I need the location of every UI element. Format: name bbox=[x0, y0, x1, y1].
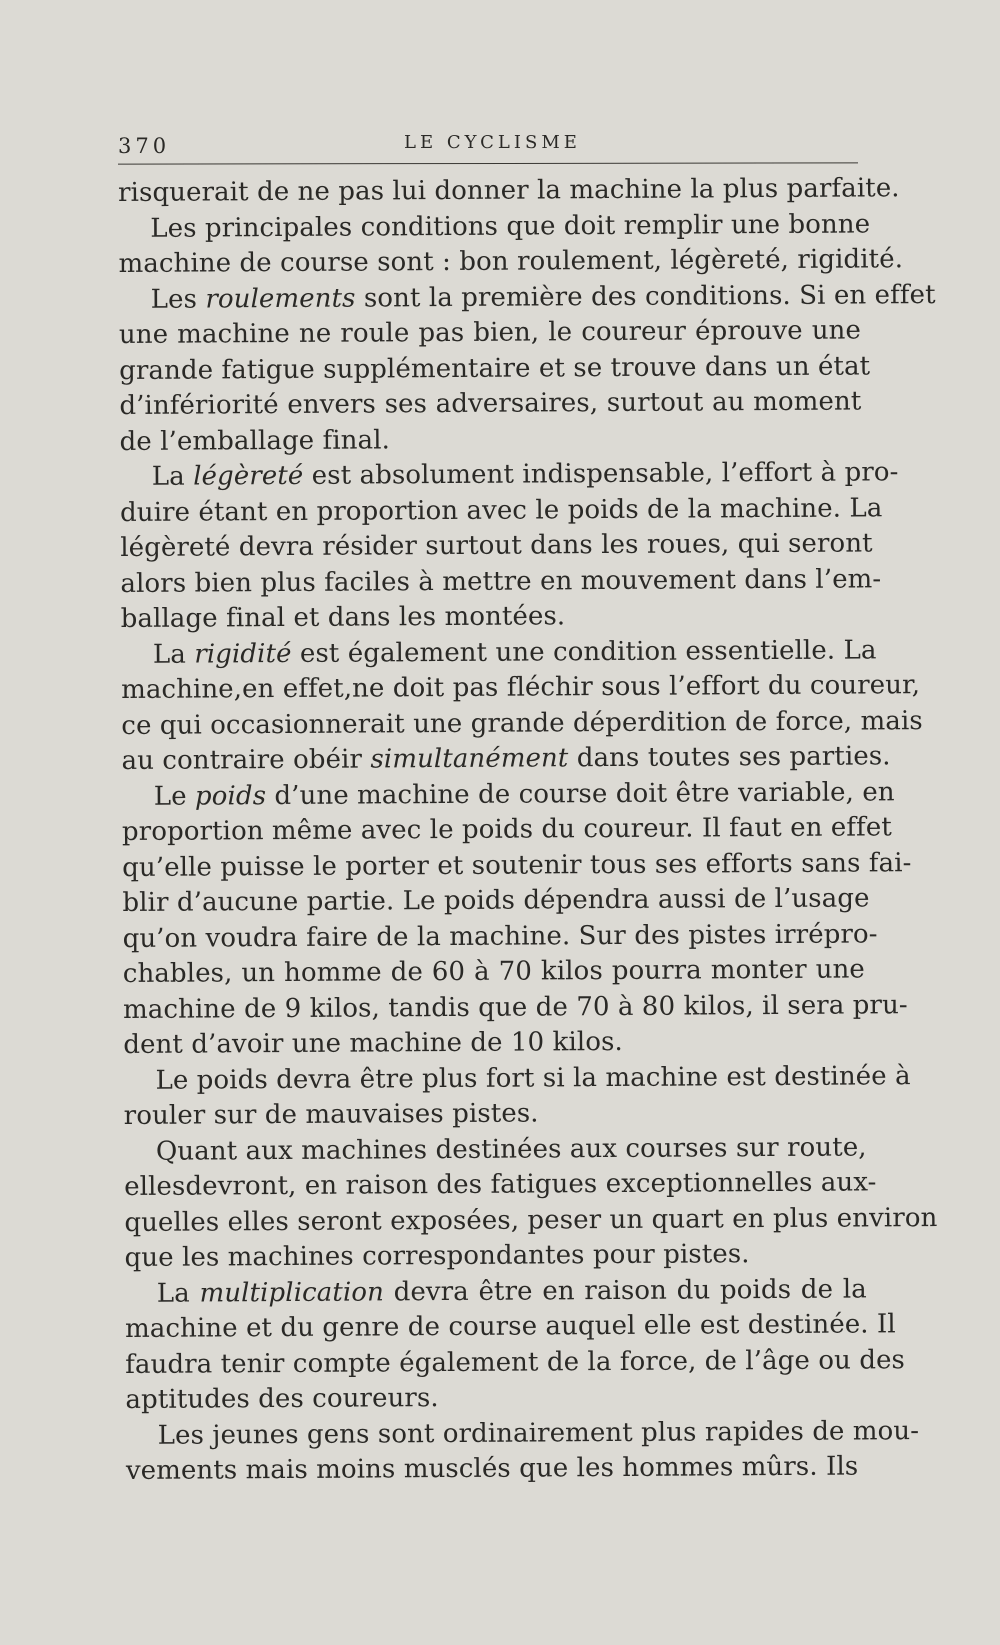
text-run: machine de course sont : bon roulement, légèreté, rigidité. bbox=[118, 244, 904, 279]
text-line bbox=[123, 1023, 865, 1063]
text-line bbox=[118, 207, 871, 247]
text-run: ellesdevront, en raison des fatigues exceptionnelles aux- bbox=[124, 1167, 877, 1202]
page-header bbox=[118, 132, 858, 162]
text-line bbox=[122, 988, 908, 1028]
text-run: vements mais moins musclés que les hommes mûrs. Ils bbox=[125, 1451, 859, 1486]
text-line bbox=[122, 881, 870, 921]
text-line bbox=[118, 242, 904, 282]
text-run: Quant aux machines destinées aux courses sur route, bbox=[155, 1131, 867, 1167]
running-title: LE CYCLISME bbox=[404, 132, 581, 153]
text-run: Le bbox=[153, 781, 196, 812]
text-run: chables, un homme de 60 à 70 kilos pourra monter une bbox=[122, 954, 865, 989]
text-run: qu’elle puisse le porter et soutenir tous ses efforts sans fai- bbox=[122, 847, 912, 883]
text-line bbox=[124, 1201, 938, 1241]
text-run: qu’on voudra faire de la machine. Sur des pistes irrépro- bbox=[122, 918, 878, 954]
text-line bbox=[120, 562, 882, 602]
text-line bbox=[125, 1343, 906, 1383]
text-run: grande fatigue supplémentaire et se trouve dans un état bbox=[119, 350, 871, 386]
text-run: La bbox=[152, 639, 195, 670]
text-line bbox=[122, 846, 912, 886]
text-run: rouler sur de mauvaises pistes. bbox=[123, 1098, 539, 1131]
text-line bbox=[124, 1307, 896, 1347]
text-line bbox=[119, 491, 883, 531]
text-line bbox=[119, 313, 861, 353]
text-line bbox=[125, 1272, 867, 1312]
text-line bbox=[122, 775, 895, 815]
text-run: machine et du genre de course auquel elle est destinée. Il bbox=[124, 1309, 896, 1344]
text-line bbox=[119, 384, 861, 424]
text-run: dans toutes ses parties. bbox=[568, 741, 891, 774]
text-run: aptitudes des coureurs. bbox=[125, 1383, 439, 1415]
text-run: est également une condition essentielle. La bbox=[291, 634, 877, 669]
text-run: dent d’avoir une machine de 10 kilos. bbox=[123, 1026, 623, 1060]
text-line bbox=[123, 952, 865, 992]
text-line bbox=[121, 597, 863, 637]
text-run: Les bbox=[150, 283, 206, 315]
text-line bbox=[126, 1449, 868, 1489]
text-run: blir d’aucune partie. Le poids dépendra aussi de l’usage bbox=[122, 883, 870, 918]
text-run: ballage final et dans les montées. bbox=[120, 601, 566, 634]
text-line bbox=[123, 1059, 911, 1099]
italic-term: poids bbox=[194, 780, 267, 812]
text-line bbox=[119, 349, 871, 389]
text-run: alors bien plus faciles à mettre en mouvement dans l’em- bbox=[120, 563, 882, 599]
text-run: ce qui occasionnerait une grande déperdition de force, mais bbox=[121, 705, 923, 741]
text-line bbox=[122, 917, 878, 957]
text-run: une machine ne roule pas bien, le coureur éprouve une bbox=[118, 315, 862, 350]
text-run: sont la première des conditions. Si en effet bbox=[355, 279, 936, 314]
text-run: machine de 9 kilos, tandis que de 70 à 80 kilos, il sera pru- bbox=[122, 989, 908, 1025]
text-line bbox=[121, 704, 923, 744]
text-line bbox=[121, 668, 921, 708]
text-run: que les machines correspondantes pour pistes. bbox=[124, 1239, 750, 1273]
text-line bbox=[124, 1094, 866, 1134]
text-line bbox=[121, 633, 877, 673]
text-line bbox=[125, 1236, 867, 1276]
text-line bbox=[119, 278, 936, 318]
italic-term: multiplication bbox=[199, 1276, 385, 1309]
italic-term: roulements bbox=[205, 283, 356, 314]
text-run: Les principales conditions que doit remplir une bonne bbox=[150, 208, 871, 244]
text-run: Le poids devra être plus fort si la machine est destinée à bbox=[155, 1060, 911, 1096]
text-run: La bbox=[151, 461, 194, 492]
text-run: légèreté devra résider surtout dans les roues, qui seront bbox=[120, 528, 873, 563]
text-run: au contraire obéir bbox=[121, 744, 371, 776]
page-number: 370 bbox=[118, 134, 171, 158]
header-rule bbox=[118, 162, 858, 164]
text-run: d’une machine de course doit être variable, en bbox=[266, 776, 895, 811]
text-line bbox=[125, 1378, 867, 1418]
body-text bbox=[118, 171, 938, 1489]
text-run: Les jeunes gens sont ordinairement plus rapides de mou- bbox=[157, 1415, 920, 1451]
text-line bbox=[121, 739, 891, 779]
text-run: proportion même avec le poids du coureur. Il faut en effet bbox=[121, 812, 892, 847]
text-line bbox=[124, 1165, 877, 1205]
text-line bbox=[118, 171, 900, 211]
italic-term: légèreté bbox=[193, 460, 304, 492]
text-run: de l’emballage final. bbox=[119, 424, 391, 457]
text-line bbox=[120, 455, 899, 495]
italic-term: simultanément bbox=[370, 743, 569, 775]
text-line bbox=[121, 810, 892, 850]
text-run: quelles elles seront exposées, peser un quart en plus environ bbox=[124, 1202, 938, 1238]
text-run: machine,en effet,ne doit pas fléchir sous l’effort du coureur, bbox=[121, 670, 921, 705]
text-run: est absolument indispensable, l’effort à pro- bbox=[303, 457, 899, 491]
text-line bbox=[124, 1130, 866, 1170]
italic-term: rigidité bbox=[194, 638, 292, 670]
text-run: duire étant en proportion avec le poids de la machine. La bbox=[119, 492, 883, 528]
text-line bbox=[120, 526, 873, 566]
text-run: faudra tenir compte également de la force, de l’âge ou des bbox=[125, 1344, 906, 1380]
text-line bbox=[126, 1414, 920, 1454]
text-run: risquerait de ne pas lui donner la machine la plus parfaite. bbox=[118, 173, 900, 208]
text-run: La bbox=[156, 1278, 200, 1309]
text-line bbox=[120, 420, 862, 460]
text-run: d’infériorité envers ses adversaires, surtout au moment bbox=[119, 386, 862, 421]
text-run: devra être en raison du poids de la bbox=[383, 1273, 867, 1307]
